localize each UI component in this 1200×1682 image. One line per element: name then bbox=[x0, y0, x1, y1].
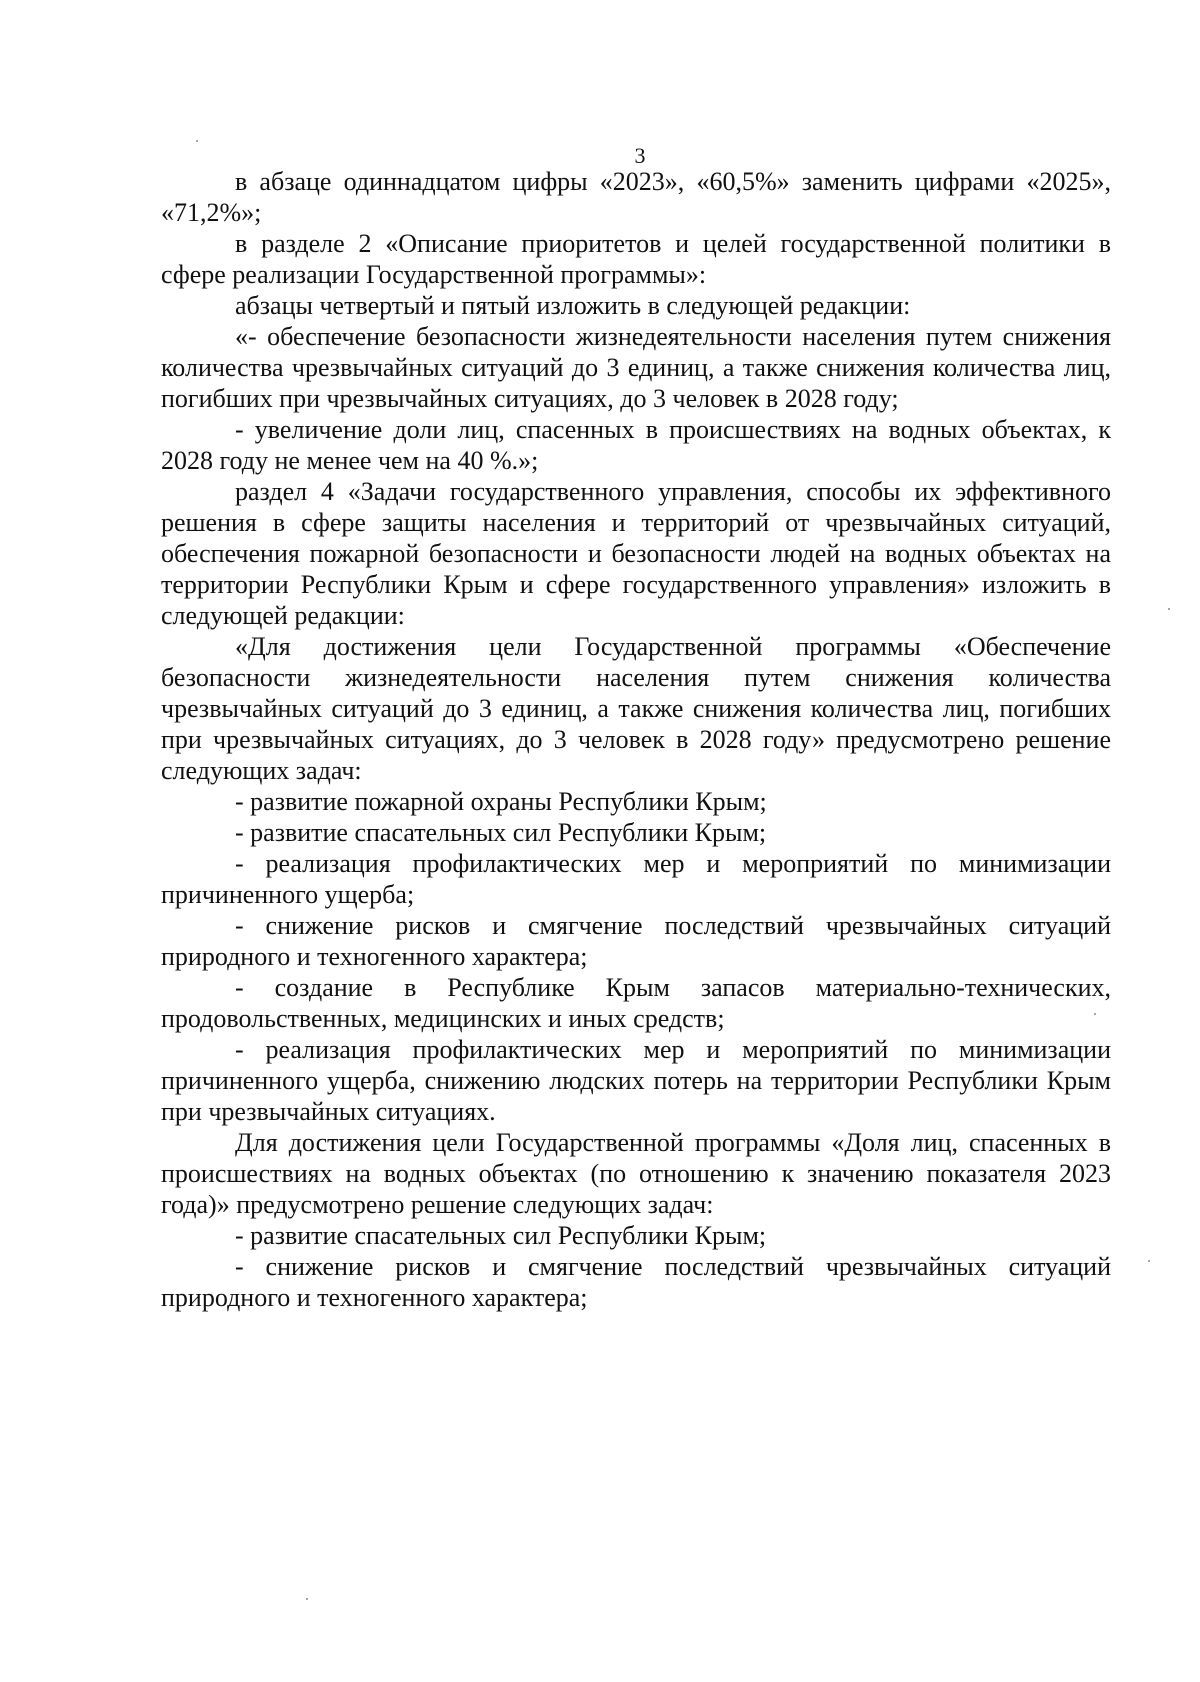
paragraph: «- обеспечение безопасности жизнедеятельности населения путем снижения количества чрезвычайных ситуаций до 3 единиц, а также снижения количества лиц, погибших при чрезвычайных ситуациях, до 3 человек в 2028 году; bbox=[161, 322, 1111, 413]
list-item: - реализация профилактических мер и мероприятий по минимизации причиненного ущерба; bbox=[161, 849, 1111, 909]
paragraph: в разделе 2 «Описание приоритетов и целей государственной политики в сфере реализации Государственной программы»: bbox=[161, 229, 1111, 289]
list-item: - реализация профилактических мер и мероприятий по минимизации причиненного ущерба, снижению людских потерь на территории Республики Крым при чрезвычайных ситуациях. bbox=[161, 1035, 1111, 1126]
scan-speck bbox=[1094, 1013, 1096, 1015]
list-item: - развитие пожарной охраны Республики Крым; bbox=[235, 787, 767, 816]
list-item: - снижение рисков и смягчение последствий чрезвычайных ситуаций природного и техногенного характера; bbox=[161, 911, 1111, 971]
list-item: - развитие спасательных сил Республики Крым; bbox=[235, 818, 767, 847]
scan-speck bbox=[1148, 1260, 1150, 1262]
page-number: 3 bbox=[634, 143, 646, 168]
paragraph: в абзаце одиннадцатом цифры «2023», «60,5%» заменить цифрами «2025», «71,2%»; bbox=[161, 167, 1111, 227]
list-item: - развитие спасательных сил Республики Крым; bbox=[235, 1221, 767, 1250]
scan-speck bbox=[1168, 608, 1170, 610]
scan-speck bbox=[196, 140, 198, 142]
paragraph: Для достижения цели Государственной программы «Доля лиц, спасенных в происшествиях на водных объектах (по отношению к значению показателя 2023 года)» предусмотрено решение следующих задач: bbox=[161, 1128, 1111, 1219]
scan-speck bbox=[306, 1598, 308, 1600]
paragraph: «Для достижения цели Государственной программы «Обеспечение безопасности жизнедеятельности населения путем снижения количества чрезвычайных ситуаций до 3 единиц, а также снижения количества лиц, погибших при чрезвычайных ситуациях, до 3 человек в 2028 году» предусмотрено решение следующих задач: bbox=[161, 632, 1111, 785]
paragraph: - увеличение доли лиц, спасенных в происшествиях на водных объектах, к 2028 году не менее чем на 40 %.»; bbox=[161, 415, 1111, 475]
document-body bbox=[161, 166, 1111, 1313]
list-item: - создание в Республике Крым запасов материально-технических, продовольственных, медицинских и иных средств; bbox=[161, 973, 1111, 1033]
paragraph: раздел 4 «Задачи государственного управления, способы их эффективного решения в сфере защиты населения и территорий от чрезвычайных ситуаций, обеспечения пожарной безопасности и безопасности людей на водных объектах на территории Республики Крым и сфере государственного управления» изложить в следующей редакции: bbox=[161, 477, 1111, 630]
paragraph: абзацы четвертый и пятый изложить в следующей редакции: bbox=[235, 291, 911, 320]
list-item: - снижение рисков и смягчение последствий чрезвычайных ситуаций природного и техногенного характера; bbox=[161, 1252, 1111, 1312]
